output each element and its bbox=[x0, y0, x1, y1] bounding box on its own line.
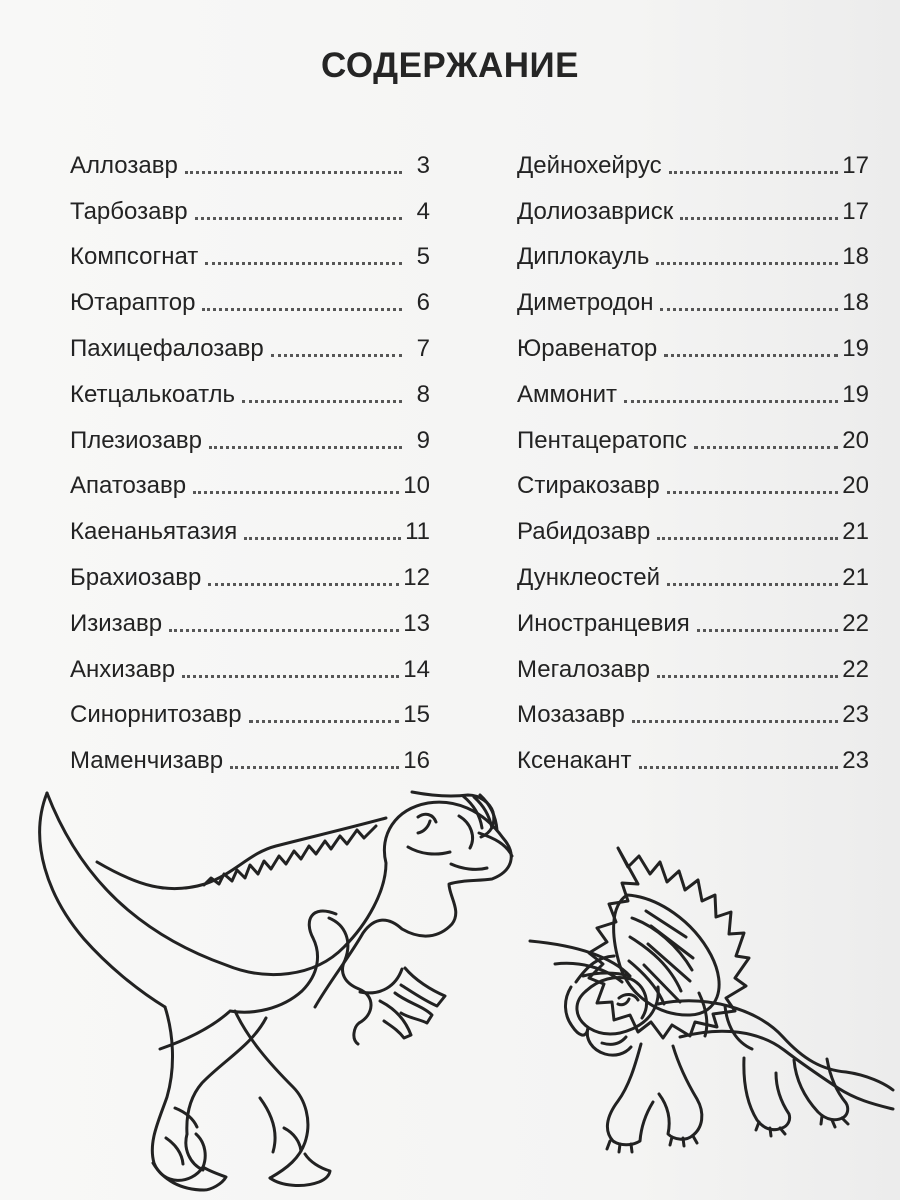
toc-entry[interactable] bbox=[517, 183, 869, 229]
toc-entry-title: Анхизавр bbox=[70, 655, 176, 683]
toc-entry-title: Ютараптор bbox=[70, 289, 196, 317]
toc-page-number: 15 bbox=[403, 701, 430, 729]
toc-entry[interactable] bbox=[70, 503, 430, 549]
toc-left-column bbox=[70, 137, 430, 778]
dot-leader bbox=[202, 307, 402, 311]
dot-leader bbox=[657, 536, 838, 540]
toc-page-number: 5 bbox=[416, 243, 430, 271]
toc-entry-title: Диметродон bbox=[517, 289, 654, 317]
toc-entry-title: Дейнохейрус bbox=[517, 151, 662, 179]
toc-entry[interactable] bbox=[517, 732, 869, 778]
toc-page-number: 8 bbox=[416, 380, 430, 408]
toc-page-number: 6 bbox=[416, 289, 430, 317]
dot-leader bbox=[244, 536, 401, 540]
dot-leader bbox=[657, 674, 838, 678]
toc-entry-title: Плезиозавр bbox=[70, 426, 203, 454]
toc-entry[interactable] bbox=[70, 320, 430, 366]
toc-entry-title: Долиозавриск bbox=[517, 197, 674, 225]
toc-entry[interactable] bbox=[70, 366, 430, 412]
dot-leader bbox=[242, 399, 402, 403]
toc-page-number: 21 bbox=[842, 563, 869, 591]
pentaceratops-drawing bbox=[530, 848, 893, 1152]
toc-entry-title: Тарбозавр bbox=[70, 197, 188, 225]
toc-entry-title: Аммонит bbox=[517, 380, 618, 408]
toc-page-number: 17 bbox=[842, 151, 869, 179]
toc-entry[interactable] bbox=[517, 595, 869, 641]
dot-leader bbox=[669, 170, 839, 174]
toc-entry[interactable] bbox=[70, 732, 430, 778]
dot-leader bbox=[169, 628, 399, 632]
dot-leader bbox=[680, 216, 838, 220]
toc-entry-title: Пентацератопс bbox=[517, 426, 687, 454]
toc-page-number: 20 bbox=[842, 472, 869, 500]
toc-entry[interactable] bbox=[70, 595, 430, 641]
toc-page-number: 18 bbox=[842, 243, 869, 271]
toc-entry[interactable] bbox=[517, 274, 869, 320]
toc-page-number: 23 bbox=[842, 747, 869, 775]
toc-entry[interactable] bbox=[70, 687, 430, 733]
toc-entry[interactable] bbox=[517, 549, 869, 595]
toc-page-number: 3 bbox=[416, 151, 430, 179]
dot-leader bbox=[639, 765, 839, 769]
toc-entry[interactable] bbox=[517, 229, 869, 275]
dot-leader bbox=[660, 307, 838, 311]
toc-page-number: 22 bbox=[842, 609, 869, 637]
dot-leader bbox=[193, 490, 399, 494]
dot-leader bbox=[656, 261, 838, 265]
toc-page-number: 17 bbox=[842, 197, 869, 225]
toc-page-number: 9 bbox=[416, 426, 430, 454]
toc-page-number: 10 bbox=[403, 472, 430, 500]
toc-entry[interactable] bbox=[70, 412, 430, 458]
toc-entry-title: Брахиозавр bbox=[70, 563, 202, 591]
dot-leader bbox=[667, 490, 839, 494]
toc-entry-title: Пахицефалозавр bbox=[70, 334, 264, 362]
dot-leader bbox=[209, 445, 402, 449]
toc-entry-title: Диплокауль bbox=[517, 243, 650, 271]
toc-entry[interactable] bbox=[70, 229, 430, 275]
dinosaur-line-art bbox=[0, 760, 900, 1200]
toc-page-number: 20 bbox=[842, 426, 869, 454]
toc-entry[interactable] bbox=[517, 320, 869, 366]
toc-page-number: 12 bbox=[403, 563, 430, 591]
toc-entry[interactable] bbox=[70, 137, 430, 183]
toc-page-number: 21 bbox=[842, 518, 869, 546]
dot-leader bbox=[632, 719, 838, 723]
coloring-illustrations bbox=[0, 760, 900, 1200]
toc-page-number: 7 bbox=[416, 334, 430, 362]
dot-leader bbox=[697, 628, 839, 632]
toc-page-number: 14 bbox=[403, 655, 430, 683]
toc-right-column bbox=[517, 137, 869, 778]
toc-entry-title: Кетцалькоатль bbox=[70, 380, 236, 408]
toc-entry[interactable] bbox=[517, 412, 869, 458]
toc-entry-title: Изизавр bbox=[70, 609, 163, 637]
dot-leader bbox=[624, 399, 838, 403]
dot-leader bbox=[667, 582, 838, 586]
toc-entry-title: Маменчизавр bbox=[70, 747, 224, 775]
toc-entry-title: Аллозавр bbox=[70, 151, 178, 179]
toc-entry[interactable] bbox=[70, 458, 430, 504]
toc-entry-title: Юравенатор bbox=[517, 334, 658, 362]
toc-entry-title: Рабидозавр bbox=[517, 518, 651, 546]
toc-entry[interactable] bbox=[517, 458, 869, 504]
toc-entry[interactable] bbox=[517, 366, 869, 412]
toc-entry[interactable] bbox=[517, 641, 869, 687]
dot-leader bbox=[195, 216, 402, 220]
toc-page-number: 13 bbox=[403, 609, 430, 637]
toc-entry[interactable] bbox=[70, 274, 430, 320]
toc-entry-title: Стиракозавр bbox=[517, 472, 660, 500]
toc-entry-title: Мегалозавр bbox=[517, 655, 650, 683]
dot-leader bbox=[230, 765, 399, 769]
dot-leader bbox=[182, 674, 399, 678]
dot-leader bbox=[185, 170, 402, 174]
toc-entry-title: Каенаньятазия bbox=[70, 518, 238, 546]
toc-entry-title: Дунклеостей bbox=[517, 563, 660, 591]
toc-entry[interactable] bbox=[517, 137, 869, 183]
allosaurus-drawing bbox=[40, 792, 512, 1190]
toc-entry[interactable] bbox=[70, 641, 430, 687]
toc-page-number: 19 bbox=[842, 380, 869, 408]
toc-page-number: 4 bbox=[416, 197, 430, 225]
toc-entry-title: Ксенакант bbox=[517, 747, 632, 775]
dot-leader bbox=[205, 261, 402, 265]
toc-entry-title: Синорнитозавр bbox=[70, 701, 242, 729]
page-title: СОДЕРЖАНИЕ bbox=[320, 46, 579, 85]
toc-entry-title: Апатозавр bbox=[70, 472, 187, 500]
toc-page-number: 11 bbox=[405, 518, 430, 546]
toc-entry[interactable] bbox=[517, 687, 869, 733]
dot-leader bbox=[271, 353, 402, 357]
toc-entry[interactable] bbox=[70, 549, 430, 595]
dot-leader bbox=[249, 719, 400, 723]
dot-leader bbox=[664, 353, 838, 357]
toc-page-number: 16 bbox=[403, 747, 430, 775]
toc-page-number: 19 bbox=[842, 334, 869, 362]
dot-leader bbox=[694, 445, 838, 449]
toc-page-number: 18 bbox=[842, 289, 869, 317]
toc-entry-title: Компсогнат bbox=[70, 243, 199, 271]
toc-entry-title: Иностранцевия bbox=[517, 609, 690, 637]
toc-page-number: 22 bbox=[842, 655, 869, 683]
toc-entry[interactable] bbox=[70, 183, 430, 229]
toc-page-number: 23 bbox=[842, 701, 869, 729]
toc-entry-title: Мозазавр bbox=[517, 701, 625, 729]
dot-leader bbox=[208, 582, 399, 586]
toc-entry[interactable] bbox=[517, 503, 869, 549]
